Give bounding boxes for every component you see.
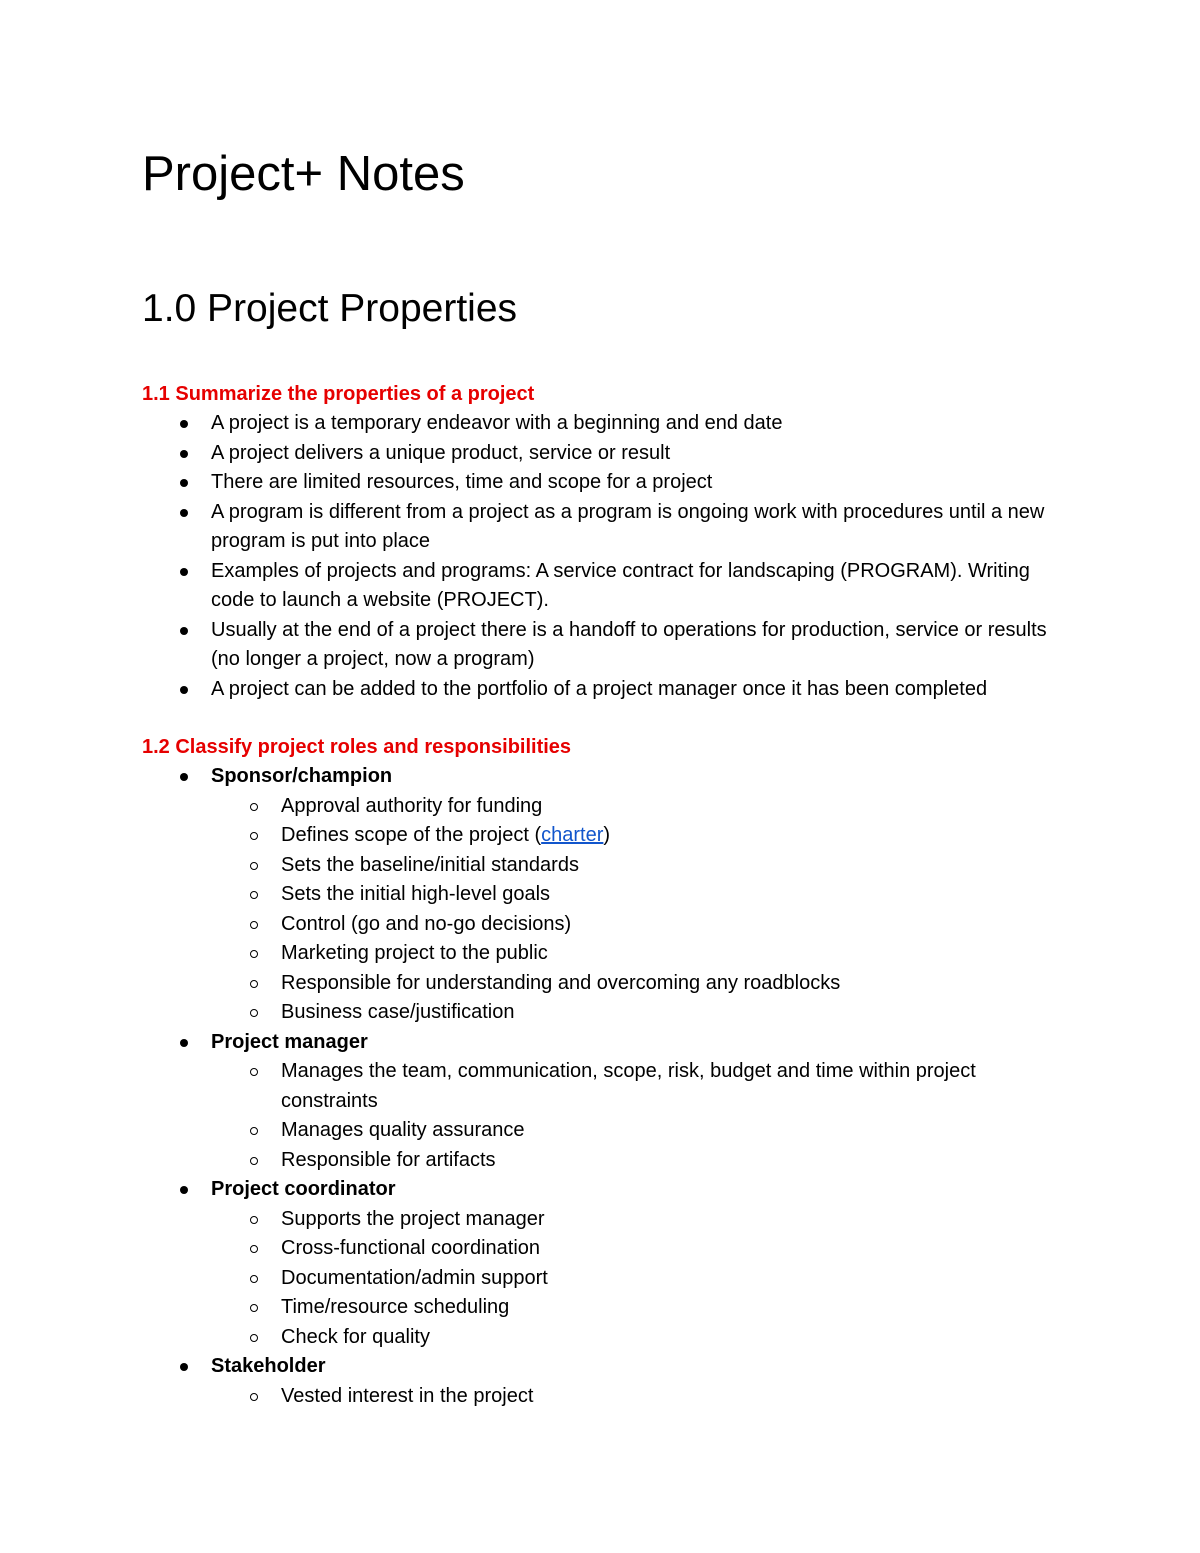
list-item: A project can be added to the portfolio of a project manager once it has been completed [142, 675, 1062, 705]
list-item: Defines scope of the project (charter) [142, 821, 1062, 851]
project-roles-list [142, 762, 1062, 1411]
list-item: Cross-functional coordination [142, 1234, 1062, 1264]
list-item: Usually at the end of a project there is a handoff to operations for production, service or results (no longer a project, now a program) [142, 616, 1062, 675]
charter-link[interactable]: charter [541, 824, 604, 846]
hollow-bullet-icon [250, 1275, 258, 1283]
role-item-sponsor [142, 762, 1062, 1028]
document-title: Project+ Notes [142, 147, 465, 201]
list-item: Manages quality assurance [142, 1116, 1062, 1146]
hollow-bullet-icon [250, 921, 258, 929]
bullet-icon [180, 1363, 188, 1371]
list-item: Responsible for understanding and overcoming any roadblocks [142, 969, 1062, 999]
bullet-icon [180, 686, 188, 694]
list-item: Sets the baseline/initial standards [142, 851, 1062, 881]
subsection-heading-1-1: 1.1 Summarize the properties of a project [142, 383, 535, 405]
list-item: Control (go and no-go decisions) [142, 910, 1062, 940]
bullet-icon [180, 479, 188, 487]
bullet-icon [180, 450, 188, 458]
role-item-project-coordinator [142, 1175, 1062, 1352]
project-properties-list [142, 409, 1062, 704]
bullet-icon [180, 627, 188, 635]
list-item: Business case/justification [142, 998, 1062, 1028]
list-item: Responsible for artifacts [142, 1146, 1062, 1176]
hollow-bullet-icon [250, 832, 258, 840]
list-item: Supports the project manager [142, 1205, 1062, 1235]
subsection-heading-1-2: 1.2 Classify project roles and responsibilities [142, 736, 572, 758]
hollow-bullet-icon [250, 1009, 258, 1017]
list-item: Vested interest in the project [142, 1382, 1062, 1412]
hollow-bullet-icon [250, 1216, 258, 1224]
list-item: A project is a temporary endeavor with a beginning and end date [142, 409, 1062, 439]
role-name: Sponsor/champion [211, 765, 393, 787]
role-name: Project manager [211, 1030, 368, 1053]
list-item: Time/resource scheduling [142, 1293, 1062, 1323]
role-name: Stakeholder [211, 1355, 326, 1377]
hollow-bullet-icon [250, 862, 258, 870]
role-responsibilities [211, 1057, 1062, 1175]
hollow-bullet-icon [250, 1127, 258, 1135]
list-item: A project delivers a unique product, service or result [142, 439, 1062, 469]
hollow-bullet-icon [250, 1245, 258, 1253]
list-item: Sets the initial high-level goals [142, 880, 1062, 910]
bullet-icon [180, 568, 188, 576]
hollow-bullet-icon [250, 1304, 258, 1312]
role-responsibilities [211, 1382, 1062, 1412]
list-item: Manages the team, communication, scope, risk, budget and time within project constraints [142, 1057, 1062, 1116]
hollow-bullet-icon [250, 950, 258, 958]
list-item: Approval authority for funding [142, 792, 1062, 822]
list-item: Marketing project to the public [142, 939, 1062, 969]
role-name: Project coordinator [211, 1178, 396, 1200]
list-item: Examples of projects and programs: A service contract for landscaping (PROGRAM). Writing code to launch a website (PROJECT). [142, 557, 1062, 616]
bullet-icon [180, 509, 188, 517]
hollow-bullet-icon [250, 891, 258, 899]
list-item: A program is different from a project as a program is ongoing work with procedures until a new program is put into place [142, 498, 1062, 557]
bullet-icon [180, 1039, 188, 1047]
list-item: Documentation/admin support [142, 1264, 1062, 1294]
role-responsibilities [211, 792, 1062, 1028]
role-responsibilities [211, 1205, 1062, 1353]
bullet-icon [180, 420, 188, 428]
hollow-bullet-icon [250, 1157, 258, 1165]
hollow-bullet-icon [250, 1334, 258, 1342]
hollow-bullet-icon [250, 980, 258, 988]
hollow-bullet-icon [250, 1068, 258, 1076]
hollow-bullet-icon [250, 1393, 258, 1401]
role-item-stakeholder [142, 1352, 1062, 1411]
list-item: There are limited resources, time and scope for a project [142, 468, 1062, 498]
bullet-icon [180, 1186, 188, 1194]
list-item: Check for quality [142, 1323, 1062, 1353]
hollow-bullet-icon [250, 803, 258, 811]
role-item-project-manager [142, 1028, 1062, 1176]
bullet-icon [180, 773, 188, 781]
section-heading: 1.0 Project Properties [142, 287, 518, 330]
